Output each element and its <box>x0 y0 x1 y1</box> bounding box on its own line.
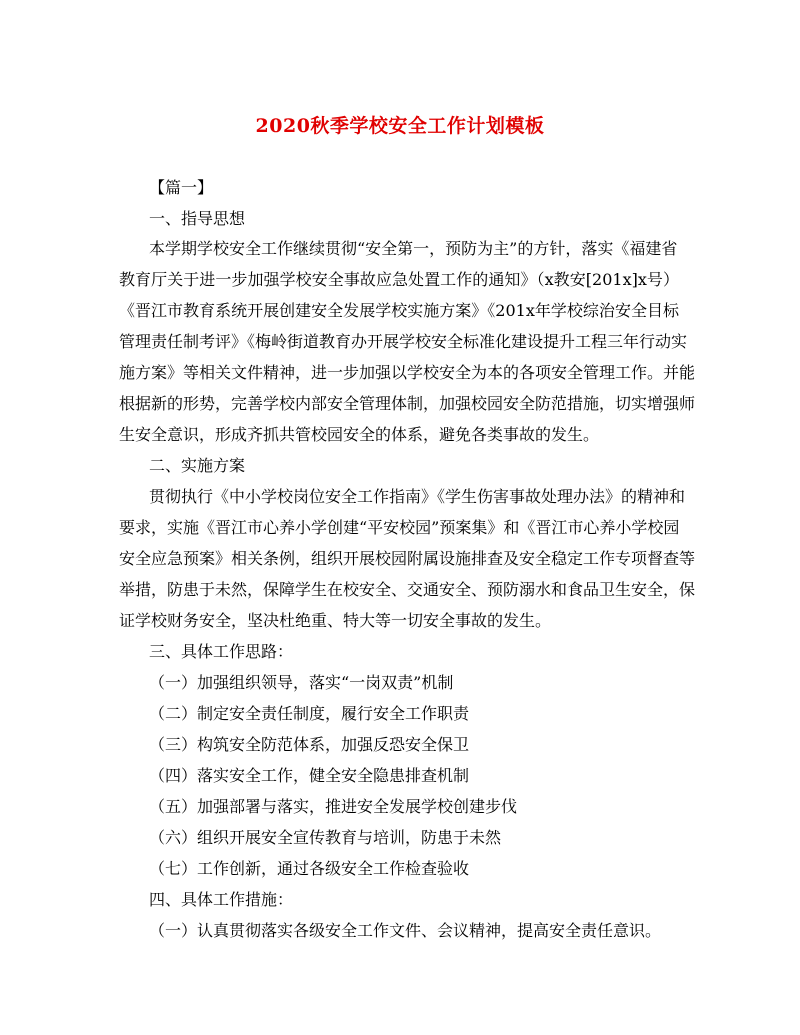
para1-line: 根据新的形势，完善学校内部安全管理体制，加强校园安全防范措施，切实增强师 <box>119 394 696 413</box>
para2-line: 举措，防患于未然，保障学生在校安全、交通安全、预防溺水和食品卫生安全，保 <box>119 580 696 599</box>
heading-implementation-plan: 二、实施方案 <box>149 456 246 475</box>
para2-line: 证学校财务安全，坚决杜绝重、特大等一切安全事故的发生。 <box>119 611 552 630</box>
idea-item: （六）组织开展安全宣传教育与培训，防患于未然 <box>149 828 502 847</box>
para1-line: 教育厅关于进一步加强学校安全事故应急处置工作的通知》（x教安[201x]x号） <box>119 270 679 289</box>
idea-item: （五）加强部署与落实，推进安全发展学校创建步伐 <box>149 797 518 816</box>
idea-item: （一）加强组织领导，落实“一岗双责”机制 <box>149 673 454 692</box>
section-tag: 【篇一】 <box>149 178 214 197</box>
para1-line: 施方案》等相关文件精神，进一步加强以学校安全为本的各项安全管理工作。并能 <box>119 363 696 382</box>
heading-work-ideas: 三、具体工作思路： <box>149 642 294 661</box>
idea-item: （四）落实安全工作，健全安全隐患排查机制 <box>149 766 470 785</box>
para1-line: 《晋江市教育系统开展创建安全发展学校实施方案》《201x年学校综治安全目标 <box>119 301 679 320</box>
heading-guiding-thought: 一、指导思想 <box>149 209 246 228</box>
measure-item: （一）认真贯彻落实各级安全工作文件、会议精神，提高安全责任意识。 <box>149 921 662 940</box>
idea-item: （二）制定安全责任制度，履行安全工作职责 <box>149 704 470 723</box>
para2-line: 安全应急预案》相关条例，组织开展校园附属设施排查及安全稳定工作专项督查等 <box>119 549 696 568</box>
para2-line: 要求，实施《晋江市心养小学创建“平安校园”预案集》和《晋江市心养小学校园 <box>119 518 680 537</box>
heading-work-measures: 四、具体工作措施： <box>149 890 294 909</box>
para1-line: 生安全意识，形成齐抓共管校园安全的体系，避免各类事故的发生。 <box>119 425 600 444</box>
para1-line: 本学期学校安全工作继续贯彻“安全第一，预防为主”的方针，落实《福建省 <box>149 239 678 258</box>
document-title: 2020秋季学校安全工作计划模板 <box>255 115 545 137</box>
idea-item: （三）构筑安全防范体系，加强反恐安全保卫 <box>149 735 470 754</box>
idea-item: （七）工作创新，通过各级安全工作检查验收 <box>149 859 470 878</box>
para2-line: 贯彻执行《中小学校岗位安全工作指南》《学生伤害事故处理办法》的精神和 <box>149 487 686 506</box>
para1-line: 管理责任制考评》《梅岭街道教育办开展学校安全标准化建设提升工程三年行动实 <box>119 332 688 351</box>
